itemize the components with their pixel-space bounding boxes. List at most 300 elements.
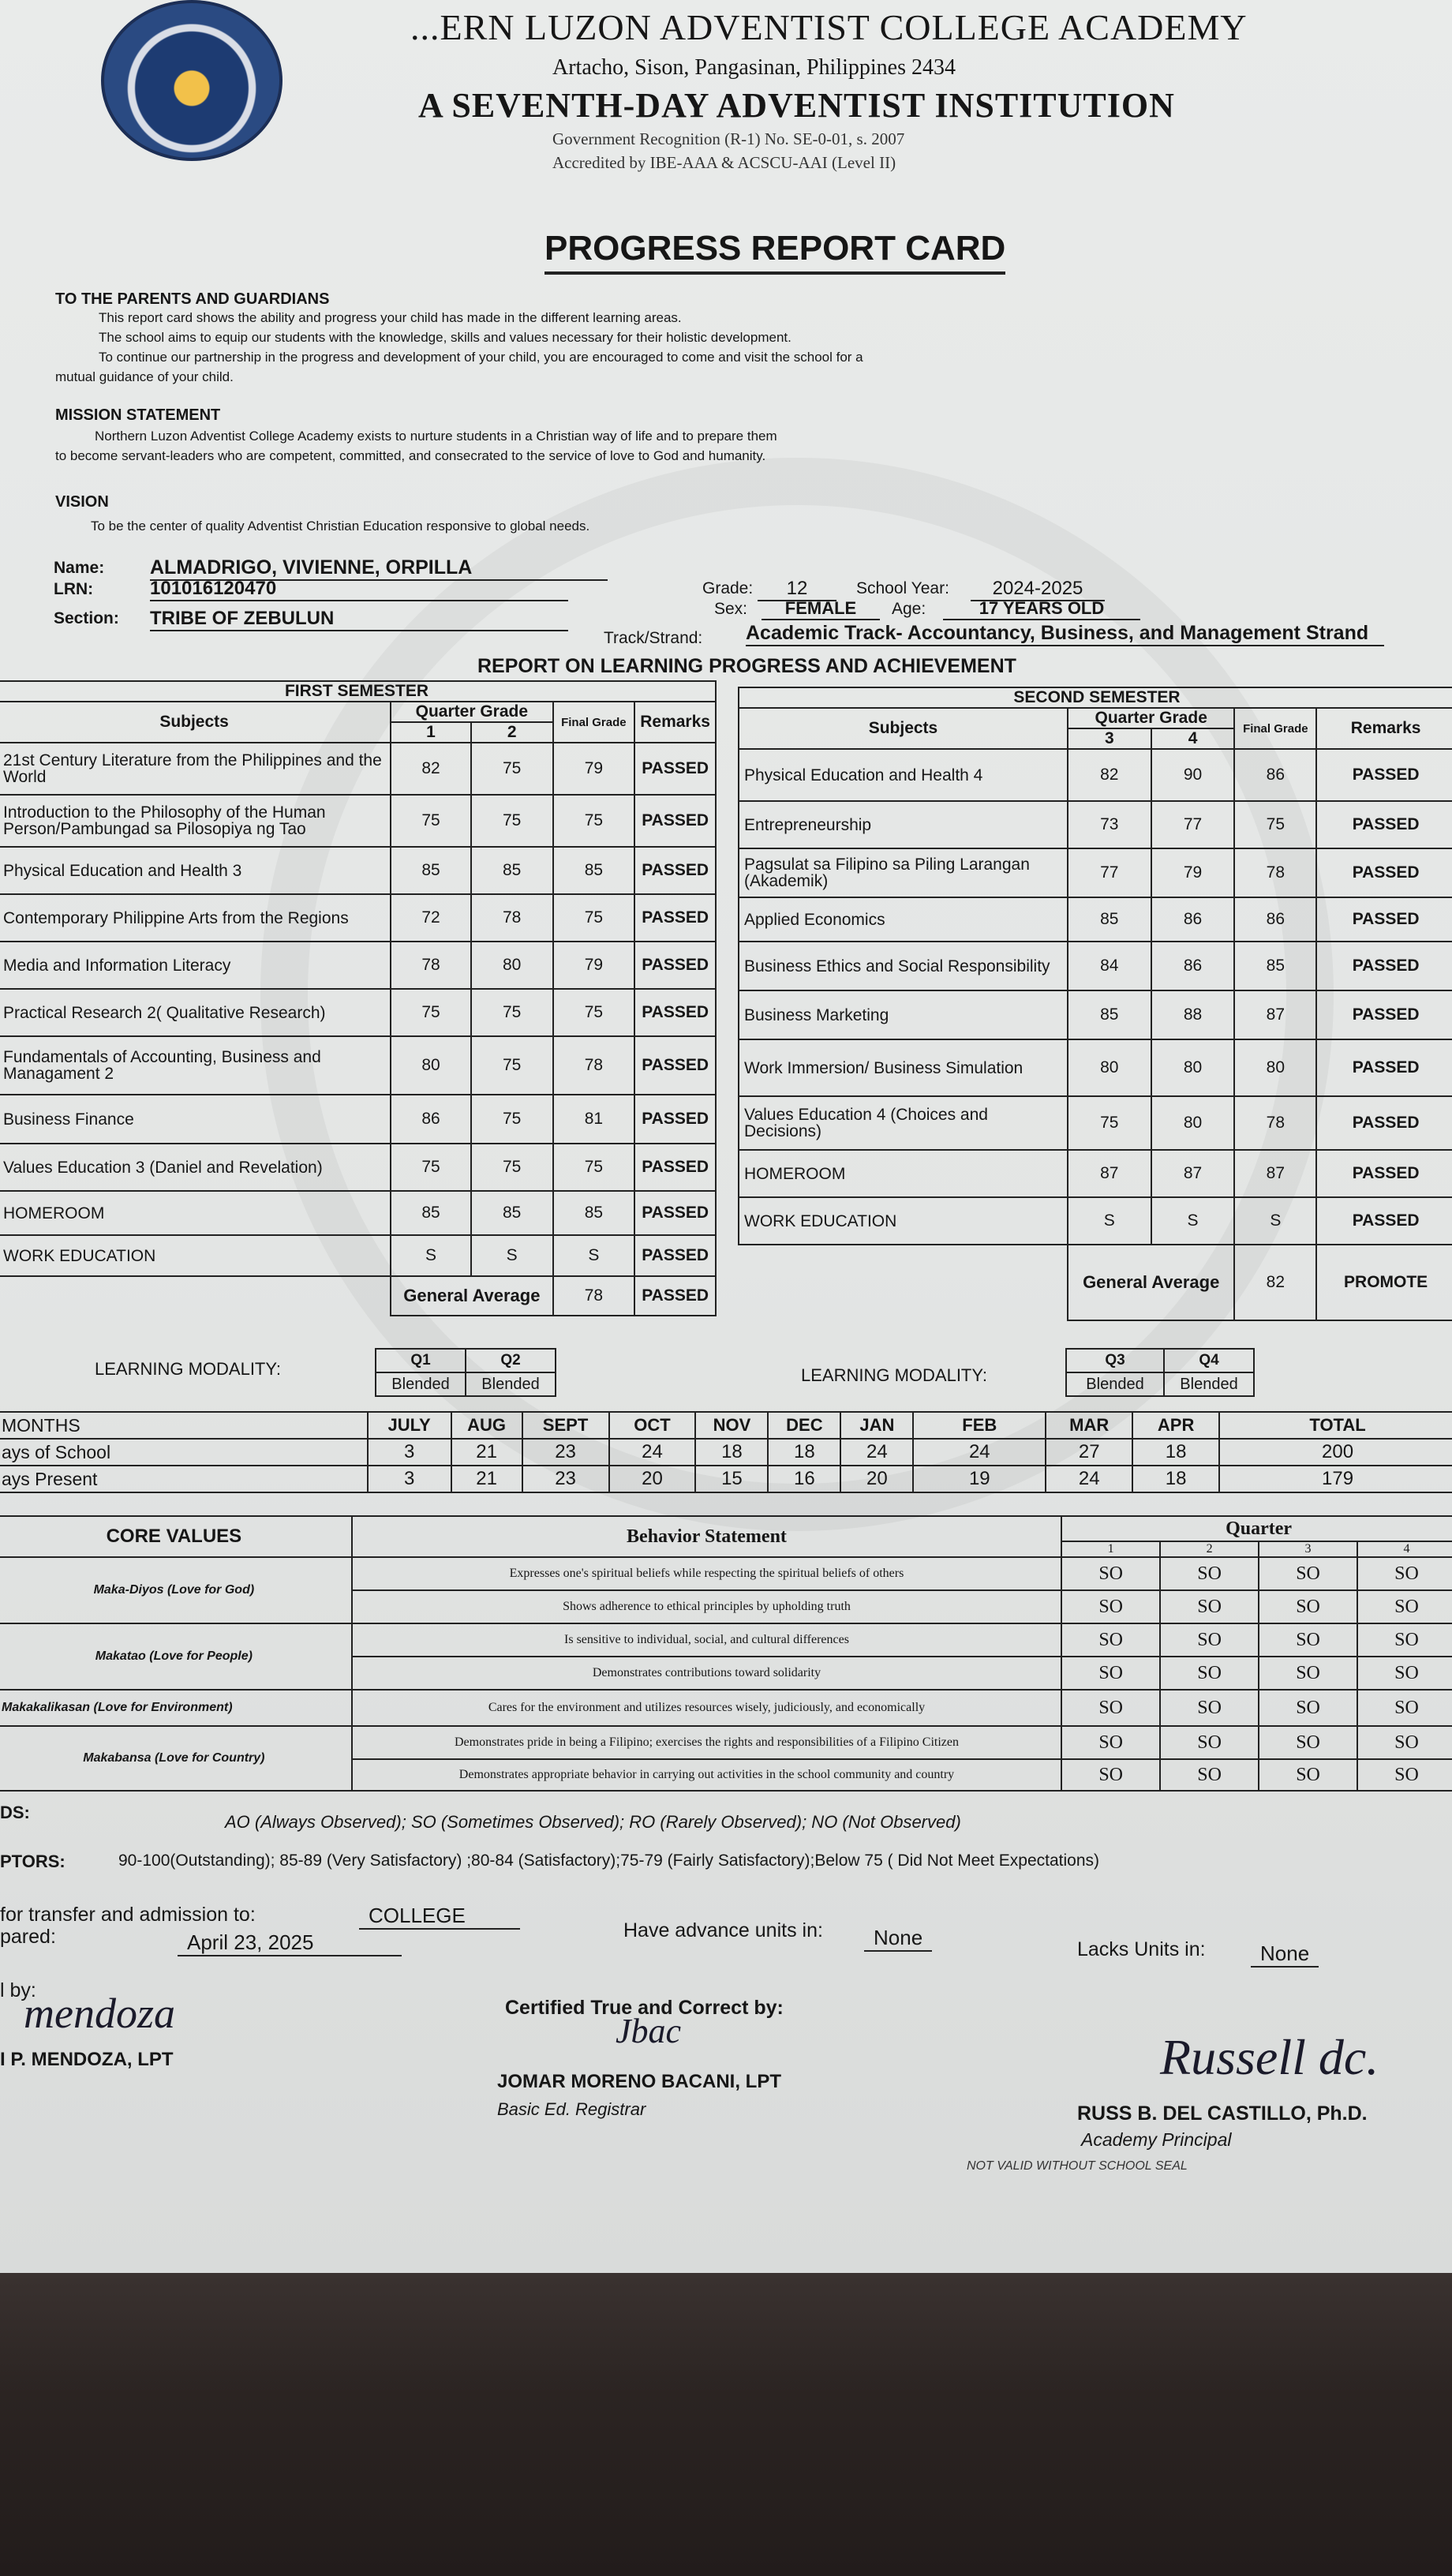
q3-grade: 80 bbox=[1068, 1039, 1151, 1096]
remarks: PASSED bbox=[634, 795, 716, 847]
school-days-value: 21 bbox=[451, 1439, 522, 1466]
subject-name: Work Immersion/ Business Simulation bbox=[739, 1039, 1068, 1096]
registrar-signature: Jbac bbox=[616, 2012, 682, 2050]
q1-grade: 75 bbox=[391, 1144, 471, 1191]
core-values-row bbox=[0, 1690, 1452, 1726]
core-value-name: Makatao (Love for People) bbox=[0, 1623, 352, 1690]
q4-grade: 88 bbox=[1151, 990, 1235, 1039]
quarter-rating: SO bbox=[1061, 1726, 1160, 1759]
month-header: APR bbox=[1132, 1412, 1219, 1439]
quarter-number: 4 bbox=[1357, 1541, 1452, 1557]
quarter-rating: SO bbox=[1259, 1590, 1357, 1623]
subject-name: HOMEROOM bbox=[0, 1191, 391, 1235]
sem2-q4-header: 4 bbox=[1151, 728, 1235, 749]
behavior-statement: Cares for the environment and utilizes resources wisely, judiciously, and economically bbox=[352, 1690, 1061, 1726]
principal-signature: Russell dc. bbox=[1160, 2029, 1379, 2085]
remarks: PASSED bbox=[1316, 1096, 1452, 1150]
section-label: Section: bbox=[54, 609, 119, 627]
subject-name: Contemporary Philippine Arts from the Regions bbox=[0, 894, 391, 942]
q2-grade: 75 bbox=[471, 1095, 553, 1144]
q4-grade: 86 bbox=[1151, 897, 1235, 942]
sem1-row bbox=[0, 942, 716, 989]
name-label: Name: bbox=[54, 559, 105, 577]
subject-name: Introduction to the Philosophy of the Human Person/Pambungad sa Pilosopiya ng Tao bbox=[0, 795, 391, 847]
school-days-value: 27 bbox=[1046, 1439, 1132, 1466]
q2-grade: S bbox=[471, 1235, 553, 1276]
month-header: AUG bbox=[451, 1412, 522, 1439]
sem2-general-average-row bbox=[739, 1245, 1452, 1320]
final-grade: 75 bbox=[553, 989, 635, 1036]
behavior-statement: Is sensitive to individual, social, and cultural differences bbox=[352, 1623, 1061, 1657]
school-days-value: 23 bbox=[522, 1439, 609, 1466]
q3-label: Q3 bbox=[1066, 1349, 1164, 1372]
sem1-row bbox=[0, 1235, 716, 1276]
sem2-row bbox=[739, 1197, 1452, 1245]
school-days-value: 18 bbox=[695, 1439, 768, 1466]
sem1-row bbox=[0, 1191, 716, 1235]
total-header: TOTAL bbox=[1219, 1412, 1452, 1439]
sem1-quarter-grade-header: Quarter Grade bbox=[391, 702, 552, 722]
descriptors-label: PTORS: bbox=[0, 1852, 65, 1871]
prepared-by-label: l by: bbox=[0, 1979, 36, 2001]
q2-grade: 75 bbox=[471, 743, 553, 795]
student-track: Academic Track- Accountancy, Business, and Management Strand bbox=[746, 622, 1384, 646]
month-header: FEB bbox=[913, 1412, 1046, 1439]
remarks: PASSED bbox=[1316, 942, 1452, 990]
final-grade: 79 bbox=[553, 743, 635, 795]
days-present-label: ays Present bbox=[0, 1466, 368, 1492]
q2-label: Q2 bbox=[466, 1349, 556, 1372]
core-value-name: Makakalikasan (Love for Environment) bbox=[0, 1690, 352, 1726]
subject-name: Values Education 3 (Daniel and Revelation) bbox=[0, 1144, 391, 1191]
sem2-final-grade-header: Final Grade bbox=[1234, 708, 1316, 749]
subject-name: Practical Research 2( Qualitative Research) bbox=[0, 989, 391, 1036]
final-grade: 85 bbox=[553, 1191, 635, 1235]
q2-grade: 75 bbox=[471, 795, 553, 847]
lacks-units-label: Lacks Units in: bbox=[1077, 1938, 1206, 1960]
quarter-rating: SO bbox=[1160, 1690, 1259, 1726]
quarter-rating: SO bbox=[1259, 1759, 1357, 1791]
sex-label: Sex: bbox=[714, 600, 748, 618]
remarks: PASSED bbox=[634, 1036, 716, 1095]
q4-grade: 87 bbox=[1151, 1150, 1235, 1197]
intro-line: The school aims to equip our students with the knowledge, skills and values necessary for their holistic development. bbox=[99, 330, 791, 345]
quarter-rating: SO bbox=[1160, 1557, 1259, 1590]
mission-line: to become servant-leaders who are competent, committed, and consecrated to the service of love to God and humanity. bbox=[55, 448, 766, 463]
month-header: MAR bbox=[1046, 1412, 1132, 1439]
q4-grade: S bbox=[1151, 1197, 1235, 1245]
sem2-row bbox=[739, 990, 1452, 1039]
adviser-name: I P. MENDOZA, LPT bbox=[0, 2049, 174, 2070]
days-present-value: 18 bbox=[1132, 1466, 1219, 1492]
final-grade: S bbox=[1234, 1197, 1316, 1245]
subject-name: HOMEROOM bbox=[739, 1150, 1068, 1197]
final-grade: 81 bbox=[553, 1095, 635, 1144]
core-values-row bbox=[0, 1623, 1452, 1657]
student-lrn: 101016120470 bbox=[150, 578, 568, 601]
vision-text: To be the center of quality Adventist Christian Education responsive to global needs. bbox=[91, 519, 590, 534]
subject-name: Fundamentals of Accounting, Business and Managament 2 bbox=[0, 1036, 391, 1095]
days-present-value: 20 bbox=[609, 1466, 696, 1492]
modality-table-sem1 bbox=[375, 1348, 556, 1397]
core-values-table bbox=[0, 1515, 1452, 1792]
registrar-name: JOMAR MORENO BACANI, LPT bbox=[497, 2071, 781, 2092]
vision-heading: VISION bbox=[55, 493, 109, 511]
q1-grade: S bbox=[391, 1235, 471, 1276]
modality-table-sem2 bbox=[1065, 1348, 1255, 1397]
days-present-value: 21 bbox=[451, 1466, 522, 1492]
sem1-row bbox=[0, 989, 716, 1036]
subject-name: Applied Economics bbox=[739, 897, 1068, 942]
quarter-rating: SO bbox=[1357, 1557, 1452, 1590]
registrar-title: Basic Ed. Registrar bbox=[497, 2099, 646, 2119]
general-average-remark: PROMOTE bbox=[1316, 1245, 1452, 1320]
q3-grade: 73 bbox=[1068, 801, 1151, 848]
accreditation-line: Accredited by IBE-AAA & ACSCU-AAI (Level II) bbox=[552, 153, 896, 172]
final-grade: 79 bbox=[553, 942, 635, 989]
sem2-row bbox=[739, 848, 1452, 897]
month-header: JULY bbox=[368, 1412, 451, 1439]
sem1-rows bbox=[0, 743, 716, 1316]
prepared-value-wrap bbox=[178, 1930, 402, 1956]
school-name: ...ERN LUZON ADVENTIST COLLEGE ACADEMY bbox=[410, 7, 1248, 47]
mission-heading: MISSION STATEMENT bbox=[55, 406, 221, 424]
quarter-rating: SO bbox=[1357, 1590, 1452, 1623]
sem2-row bbox=[739, 897, 1452, 942]
school-days-label: ays of School bbox=[0, 1439, 368, 1466]
behavior-statement: Demonstrates contributions toward solidarity bbox=[352, 1657, 1061, 1690]
sem2-remarks-header: Remarks bbox=[1316, 708, 1452, 749]
sem2-row bbox=[739, 801, 1452, 848]
core-values-header: CORE VALUES bbox=[0, 1516, 352, 1557]
quarter-rating: SO bbox=[1259, 1690, 1357, 1726]
quarter-rating: SO bbox=[1160, 1759, 1259, 1791]
sem1-general-average-row bbox=[0, 1276, 716, 1316]
remarks: PASSED bbox=[634, 1235, 716, 1276]
subject-name: Business Marketing bbox=[739, 990, 1068, 1039]
second-semester-table bbox=[738, 687, 1452, 1321]
principal-name: RUSS B. DEL CASTILLO, Ph.D. bbox=[1077, 2102, 1368, 2125]
student-name: ALMADRIGO, VIVIENNE, ORPILLA bbox=[150, 556, 608, 581]
grading-descriptors: 90-100(Outstanding); 85-89 (Very Satisfactory) ;80-84 (Satisfactory);75-79 (Fairly Satisfactory);Below 75 ( Did Not Meet Expectations) bbox=[118, 1852, 1100, 1870]
student-sex: FEMALE bbox=[762, 598, 880, 620]
recognition-line: Government Recognition (R-1) No. SE-0-01, s. 2007 bbox=[552, 129, 905, 148]
eligible-value: COLLEGE bbox=[359, 1904, 520, 1930]
month-header: OCT bbox=[609, 1412, 696, 1439]
q1-grade: 80 bbox=[391, 1036, 471, 1095]
q3-grade: 84 bbox=[1068, 942, 1151, 990]
month-header: DEC bbox=[768, 1412, 840, 1439]
general-average: 78 bbox=[553, 1276, 635, 1316]
quarter-rating: SO bbox=[1357, 1759, 1452, 1791]
school-days-value: 18 bbox=[768, 1439, 840, 1466]
quarter-rating: SO bbox=[1357, 1726, 1452, 1759]
days-present-value: 24 bbox=[1046, 1466, 1132, 1492]
sem2-row bbox=[739, 1096, 1452, 1150]
eligible-value-wrap bbox=[359, 1904, 520, 1930]
days-present-value: 20 bbox=[840, 1466, 913, 1492]
subject-name: Physical Education and Health 4 bbox=[739, 749, 1068, 801]
advance-units: None bbox=[864, 1926, 932, 1952]
quarter-rating: SO bbox=[1160, 1623, 1259, 1657]
final-grade: 85 bbox=[553, 847, 635, 894]
final-grade: 75 bbox=[553, 894, 635, 942]
final-grade: 87 bbox=[1234, 990, 1316, 1039]
remarks: PASSED bbox=[1316, 1197, 1452, 1245]
quarter-number: 2 bbox=[1160, 1541, 1259, 1557]
remarks: PASSED bbox=[1316, 801, 1452, 848]
subject-name: WORK EDUCATION bbox=[0, 1235, 391, 1276]
sem1-row bbox=[0, 1144, 716, 1191]
subject-name: 21st Century Literature from the Philippines and the World bbox=[0, 743, 391, 795]
modality-label-sem1: LEARNING MODALITY: bbox=[95, 1359, 281, 1379]
month-header: NOV bbox=[695, 1412, 768, 1439]
school-days-value: 3 bbox=[368, 1439, 451, 1466]
student-grade: 12 bbox=[758, 578, 836, 601]
sem2-rows bbox=[739, 749, 1452, 1320]
quarter-number: 1 bbox=[1061, 1541, 1160, 1557]
attendance-table bbox=[0, 1411, 1452, 1493]
q2-grade: 75 bbox=[471, 1036, 553, 1095]
days-present-value: 15 bbox=[695, 1466, 768, 1492]
eligible-label: for transfer and admission to: bbox=[0, 1904, 256, 1926]
sem2-subjects-header: Subjects bbox=[739, 708, 1068, 749]
first-semester-table bbox=[0, 680, 717, 1316]
school-seal-logo bbox=[101, 0, 283, 161]
institution-line: A SEVENTH-DAY ADVENTIST INSTITUTION bbox=[418, 86, 1175, 125]
core-value-name: Makabansa (Love for Country) bbox=[0, 1726, 352, 1791]
lacks-units: None bbox=[1251, 1941, 1319, 1968]
grade-label: Grade: bbox=[702, 579, 754, 597]
sem2-row bbox=[739, 1150, 1452, 1197]
remarks: PASSED bbox=[634, 1191, 716, 1235]
quarter-rating: SO bbox=[1160, 1726, 1259, 1759]
subject-name: Business Ethics and Social Responsibility bbox=[739, 942, 1068, 990]
core-value-name: Maka-Diyos (Love for God) bbox=[0, 1557, 352, 1623]
quarter-rating: SO bbox=[1160, 1657, 1259, 1690]
q3-grade: 85 bbox=[1068, 897, 1151, 942]
q4-grade: 80 bbox=[1151, 1096, 1235, 1150]
remarks: PASSED bbox=[634, 894, 716, 942]
q1-grade: 85 bbox=[391, 847, 471, 894]
general-average: 82 bbox=[1234, 1245, 1316, 1320]
school-days-value: 24 bbox=[840, 1439, 913, 1466]
subject-name: Business Finance bbox=[0, 1095, 391, 1144]
student-section: TRIBE OF ZEBULUN bbox=[150, 608, 568, 631]
codes-label: DS: bbox=[0, 1803, 30, 1822]
prepared-date: April 23, 2025 bbox=[178, 1930, 402, 1956]
school-year-label: School Year: bbox=[856, 579, 949, 597]
intro-heading: TO THE PARENTS AND GUARDIANS bbox=[55, 290, 330, 308]
sem1-row bbox=[0, 847, 716, 894]
final-grade: 80 bbox=[1234, 1039, 1316, 1096]
q4-label: Q4 bbox=[1164, 1349, 1254, 1372]
remarks: PASSED bbox=[634, 1144, 716, 1191]
remarks: PASSED bbox=[634, 847, 716, 894]
sem2-row bbox=[739, 942, 1452, 990]
quarter-rating: SO bbox=[1061, 1557, 1160, 1590]
q4-grade: 86 bbox=[1151, 942, 1235, 990]
final-grade: 86 bbox=[1234, 749, 1316, 801]
subject-name: WORK EDUCATION bbox=[739, 1197, 1068, 1245]
quarter-rating: SO bbox=[1061, 1590, 1160, 1623]
final-grade: 75 bbox=[1234, 801, 1316, 848]
student-age: 17 YEARS OLD bbox=[943, 598, 1140, 620]
q1-label: Q1 bbox=[376, 1349, 466, 1372]
q1-modality: Blended bbox=[376, 1372, 466, 1396]
adviser-signature: mendoza bbox=[24, 1990, 175, 2037]
q2-grade: 85 bbox=[471, 1191, 553, 1235]
remarks: PASSED bbox=[1316, 1150, 1452, 1197]
q2-grade: 75 bbox=[471, 989, 553, 1036]
q3-grade: 82 bbox=[1068, 749, 1151, 801]
modality-label-sem2: LEARNING MODALITY: bbox=[801, 1365, 987, 1385]
q2-grade: 78 bbox=[471, 894, 553, 942]
report-title: REPORT ON LEARNING PROGRESS AND ACHIEVEMENT bbox=[477, 655, 1016, 677]
q4-grade: 80 bbox=[1151, 1039, 1235, 1096]
intro-line: mutual guidance of your child. bbox=[55, 369, 234, 384]
quarter-rating: SO bbox=[1061, 1623, 1160, 1657]
q3-modality: Blended bbox=[1066, 1372, 1164, 1396]
behavior-statement: Demonstrates appropriate behavior in carrying out activities in the school community and country bbox=[352, 1759, 1061, 1791]
remarks: PASSED bbox=[634, 942, 716, 989]
remarks: PASSED bbox=[1316, 897, 1452, 942]
q4-modality: Blended bbox=[1164, 1372, 1254, 1396]
general-average-label: General Average bbox=[1068, 1245, 1235, 1320]
track-label: Track/Strand: bbox=[604, 629, 703, 647]
quarter-rating: SO bbox=[1259, 1726, 1357, 1759]
quarter-rating: SO bbox=[1061, 1657, 1160, 1690]
sem1-row bbox=[0, 894, 716, 942]
page-title: PROGRESS REPORT CARD bbox=[544, 229, 1005, 275]
lrn-label: LRN: bbox=[54, 580, 94, 598]
intro-line: This report card shows the ability and progress your child has made in the different learning areas. bbox=[99, 310, 682, 325]
q1-grade: 82 bbox=[391, 743, 471, 795]
q1-grade: 75 bbox=[391, 989, 471, 1036]
sem1-final-grade-header: Final Grade bbox=[553, 702, 635, 743]
q3-grade: 77 bbox=[1068, 848, 1151, 897]
months-label: MONTHS bbox=[0, 1412, 368, 1439]
sem2-quarter-grade-header: Quarter Grade bbox=[1068, 708, 1235, 728]
quarter-number: 3 bbox=[1259, 1541, 1357, 1557]
certified-label: Certified True and Correct by: bbox=[505, 1997, 784, 2019]
q4-grade: 79 bbox=[1151, 848, 1235, 897]
marking-codes: AO (Always Observed); SO (Sometimes Observed); RO (Rarely Observed); NO (Not Observed) bbox=[225, 1812, 961, 1832]
remarks: PASSED bbox=[1316, 749, 1452, 801]
month-header: SEPT bbox=[522, 1412, 609, 1439]
prepared-label: pared: bbox=[0, 1926, 56, 1948]
q3-grade: S bbox=[1068, 1197, 1151, 1245]
q1-grade: 85 bbox=[391, 1191, 471, 1235]
school-year: 2024-2025 bbox=[971, 578, 1105, 601]
final-grade: 78 bbox=[553, 1036, 635, 1095]
remarks: PASSED bbox=[634, 1095, 716, 1144]
behavior-statement: Shows adherence to ethical principles by upholding truth bbox=[352, 1590, 1061, 1623]
q1-grade: 72 bbox=[391, 894, 471, 942]
final-grade: 87 bbox=[1234, 1150, 1316, 1197]
final-grade: S bbox=[553, 1235, 635, 1276]
advance-units-wrap bbox=[864, 1926, 932, 1952]
remarks: PASSED bbox=[634, 743, 716, 795]
q2-modality: Blended bbox=[466, 1372, 556, 1396]
sem1-row bbox=[0, 1036, 716, 1095]
subject-name: Values Education 4 (Choices and Decisions) bbox=[739, 1096, 1068, 1150]
seal-note: NOT VALID WITHOUT SCHOOL SEAL bbox=[967, 2159, 1188, 2173]
final-grade: 85 bbox=[1234, 942, 1316, 990]
sem1-title: FIRST SEMESTER bbox=[0, 681, 716, 702]
final-grade: 78 bbox=[1234, 1096, 1316, 1150]
quarter-rating: SO bbox=[1357, 1690, 1452, 1726]
school-days-value: 24 bbox=[913, 1439, 1046, 1466]
age-label: Age: bbox=[892, 600, 926, 618]
background-surface bbox=[0, 2273, 1452, 2576]
behavior-statement: Expresses one's spiritual beliefs while respecting the spiritual beliefs of others bbox=[352, 1557, 1061, 1590]
sem2-row bbox=[739, 1039, 1452, 1096]
quarter-header: Quarter bbox=[1061, 1516, 1452, 1541]
behavior-statement: Demonstrates pride in being a Filipino; exercises the rights and responsibilities of a Filipino Citizen bbox=[352, 1726, 1061, 1759]
q2-grade: 80 bbox=[471, 942, 553, 989]
intro-line: To continue our partnership in the progress and development of your child, you are encouraged to come and visit the school for a bbox=[99, 350, 863, 365]
school-days-value: 24 bbox=[609, 1439, 696, 1466]
sem1-row bbox=[0, 743, 716, 795]
remarks: PASSED bbox=[1316, 990, 1452, 1039]
sem1-row bbox=[0, 795, 716, 847]
school-address: Artacho, Sison, Pangasinan, Philippines 2434 bbox=[552, 55, 956, 80]
q2-grade: 75 bbox=[471, 1144, 553, 1191]
days-present-value: 16 bbox=[768, 1466, 840, 1492]
final-grade: 75 bbox=[553, 1144, 635, 1191]
subject-name: Physical Education and Health 3 bbox=[0, 847, 391, 894]
behavior-statement-header: Behavior Statement bbox=[352, 1516, 1061, 1557]
general-average-label: General Average bbox=[391, 1276, 552, 1316]
sem1-row bbox=[0, 1095, 716, 1144]
sem2-row bbox=[739, 749, 1452, 801]
q1-grade: 86 bbox=[391, 1095, 471, 1144]
q1-grade: 75 bbox=[391, 795, 471, 847]
days-present-value: 19 bbox=[913, 1466, 1046, 1492]
quarter-rating: SO bbox=[1259, 1657, 1357, 1690]
mission-line: Northern Luzon Adventist College Academy exists to nurture students in a Christian way of life and to prepare them bbox=[95, 429, 777, 444]
lacks-units-wrap bbox=[1251, 1941, 1319, 1968]
subject-name: Media and Information Literacy bbox=[0, 942, 391, 989]
general-average-remark: PASSED bbox=[634, 1276, 716, 1316]
quarter-rating: SO bbox=[1357, 1623, 1452, 1657]
remarks: PASSED bbox=[634, 989, 716, 1036]
school-days-total: 200 bbox=[1219, 1439, 1452, 1466]
days-present-value: 23 bbox=[522, 1466, 609, 1492]
q4-grade: 77 bbox=[1151, 801, 1235, 848]
final-grade: 78 bbox=[1234, 848, 1316, 897]
month-header: JAN bbox=[840, 1412, 913, 1439]
sem1-q2-header: 2 bbox=[471, 722, 553, 743]
principal-title: Academy Principal bbox=[1081, 2129, 1232, 2150]
quarter-rating: SO bbox=[1160, 1590, 1259, 1623]
remarks: PASSED bbox=[1316, 848, 1452, 897]
days-present-total: 179 bbox=[1219, 1466, 1452, 1492]
quarter-rating: SO bbox=[1259, 1557, 1357, 1590]
quarter-rating: SO bbox=[1259, 1623, 1357, 1657]
sem2-title: SECOND SEMESTER bbox=[739, 687, 1452, 708]
q3-grade: 85 bbox=[1068, 990, 1151, 1039]
core-values-row bbox=[0, 1557, 1452, 1590]
q1-grade: 78 bbox=[391, 942, 471, 989]
final-grade: 86 bbox=[1234, 897, 1316, 942]
subject-name: Pagsulat sa Filipino sa Piling Larangan (Akademik) bbox=[739, 848, 1068, 897]
school-days-value: 18 bbox=[1132, 1439, 1219, 1466]
final-grade: 75 bbox=[553, 795, 635, 847]
quarter-rating: SO bbox=[1357, 1657, 1452, 1690]
core-values-row bbox=[0, 1726, 1452, 1759]
